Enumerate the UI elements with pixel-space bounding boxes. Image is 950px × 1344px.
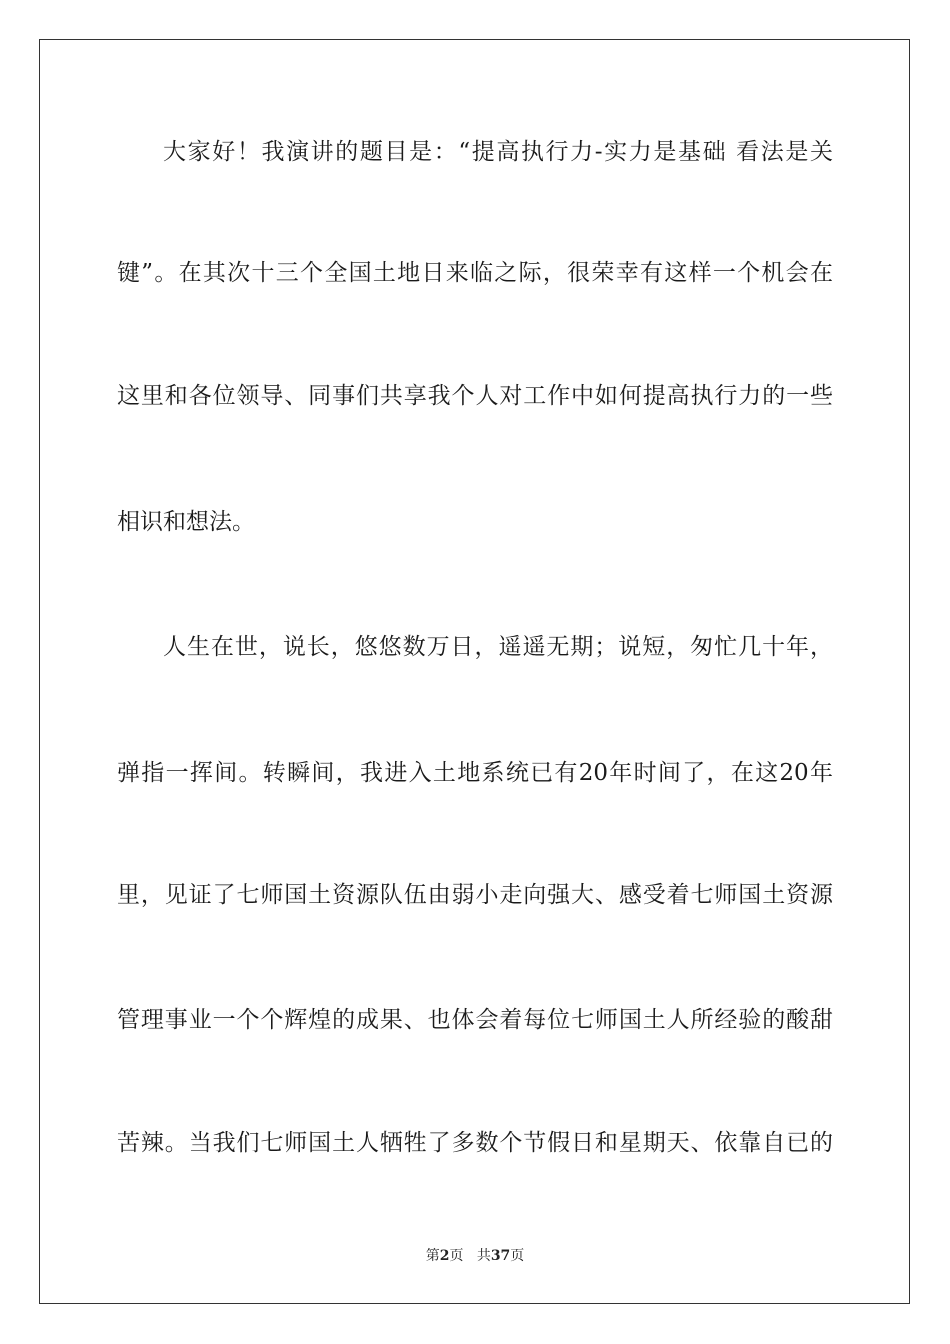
paragraph-2-line-3: 里，见证了七师国土资源队伍由弱小走向强大、感受着七师国土资源 — [117, 882, 833, 908]
total-prefix: 共 — [476, 1248, 491, 1264]
total-suffix: 页 — [510, 1248, 525, 1264]
paragraph-1-line-3: 这里和各位领导、同事们共享我个人对工作中如何提高执行力的一些 — [117, 383, 833, 409]
page-prefix: 第 — [425, 1248, 440, 1264]
paragraph-2-line-1: 人生在世，说长，悠悠数万日，遥遥无期；说短，匆忙几十年， — [163, 634, 833, 660]
total-pages: 37 — [490, 1248, 511, 1264]
page-border — [39, 39, 910, 1304]
paragraph-1-line-2: 键”。在其次十三个全国土地日来临之际，很荣幸有这样一个机会在 — [117, 260, 833, 286]
paragraph-2-line-2: 弹指一挥间。转瞬间，我进入土地系统已有20年时间了，在这20年 — [117, 760, 833, 786]
paragraph-1-line-1: 大家好！我演讲的题目是：“提高执行力-实力是基础 看法是关 — [163, 139, 833, 165]
paragraph-1-line-4: 相识和想法。 — [117, 509, 255, 535]
page-number: 2 — [439, 1248, 450, 1264]
page-suffix: 页 — [449, 1248, 464, 1264]
paragraph-2-line-4: 管理事业一个个辉煌的成果、也体会着每位七师国土人所经验的酸甜 — [117, 1007, 833, 1033]
page-footer — [0, 1246, 950, 1266]
paragraph-2-line-5: 苦辣。当我们七师国土人牺牲了多数个节假日和星期天、依靠自已的 — [117, 1130, 833, 1156]
